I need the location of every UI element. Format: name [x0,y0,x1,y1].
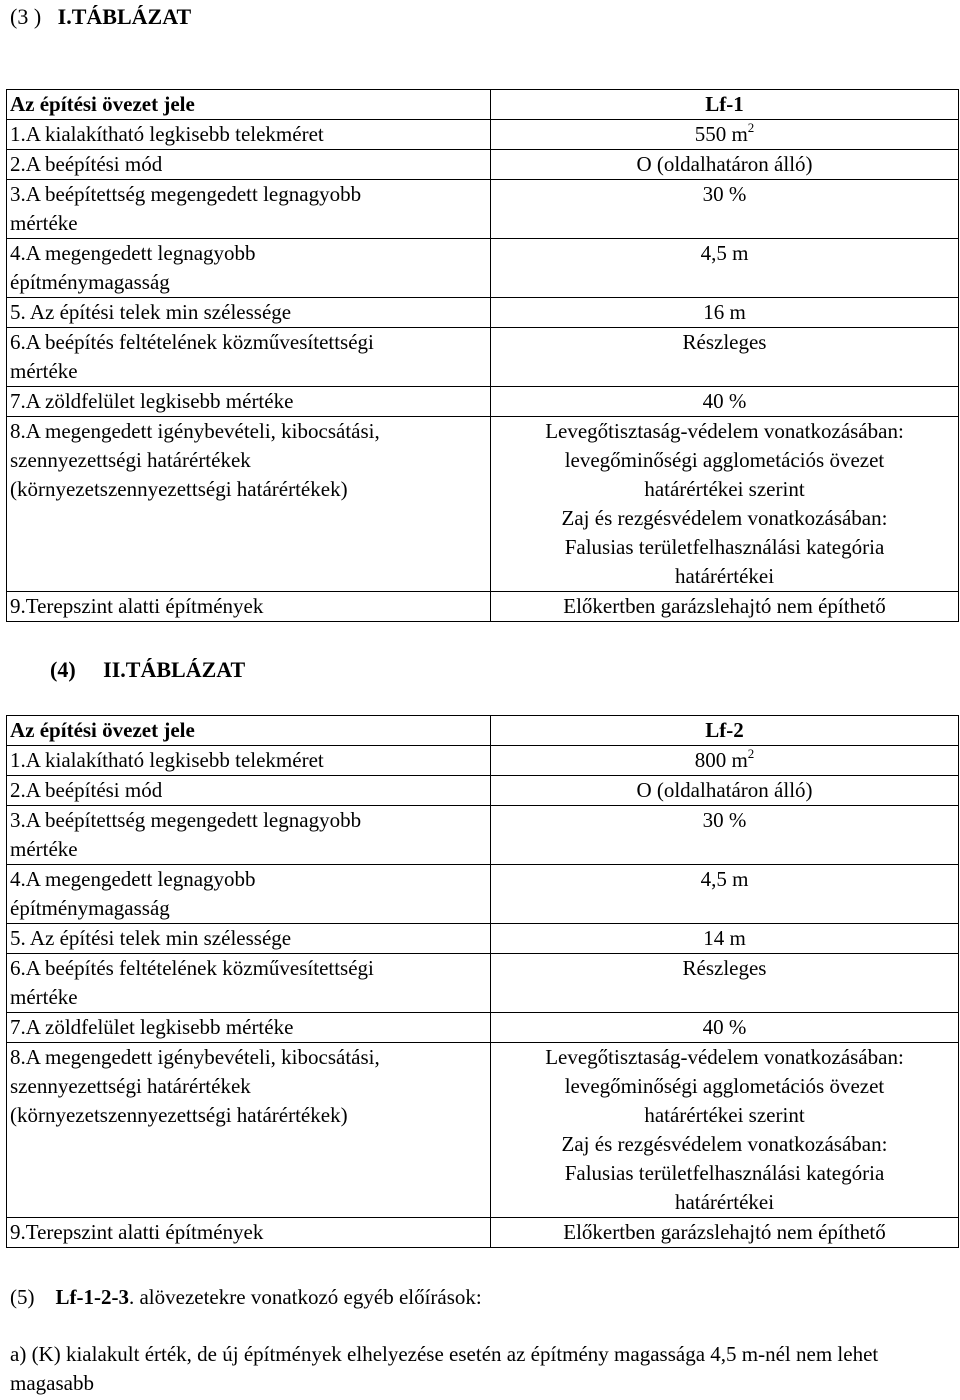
zone-table-lf2 [6,715,959,1248]
row-value-line: Zaj és rezgésvédelem vonatkozásában: [561,506,888,530]
row-value-line: Falusias területfelhasználási kategória [564,535,885,559]
section4-heading [50,656,245,684]
table-row [7,865,959,924]
table-header-row [7,90,959,120]
row-value: 16 m [491,298,959,328]
row-label: 9.Terepszint alatti építmények [7,592,491,622]
table-row [7,1218,959,1248]
row-value [491,746,959,776]
row-value-text: 800 m [694,748,748,772]
row-value: 14 m [491,924,959,954]
row-label-line: szennyezettségi határértékek [10,448,251,472]
row-label [7,328,491,387]
table-row [7,776,959,806]
row-value [491,1043,959,1218]
table-row [7,328,959,387]
row-label [7,1043,491,1218]
table-header-row [7,716,959,746]
row-label-line: 6.A beépítés feltételének közművesítettségi [10,330,374,354]
row-value: Előkertben garázslehajtó nem építhető [491,592,959,622]
table-row [7,417,959,592]
row-value-line: határértékei szerint [644,1103,805,1127]
table-row [7,1043,959,1218]
row-value-line: Falusias területfelhasználási kategória [564,1161,885,1185]
row-label [7,954,491,1013]
row-value: 4,5 m [491,865,959,924]
row-value [491,417,959,592]
row-value: O (oldalhatáron álló) [491,150,959,180]
section5-title-bold: Lf-1-2-3 [55,1285,129,1309]
row-label: 7.A zöldfelület legkisebb mértéke [7,387,491,417]
table-row [7,180,959,239]
row-label-line: mértéke [10,837,78,861]
section3-title: I.TÁBLÁZAT [57,4,192,29]
row-label: 5. Az építési telek min szélessége [7,298,491,328]
table-row [7,1013,959,1043]
section4-title: II.TÁBLÁZAT [103,657,246,682]
row-value: Részleges [491,328,959,387]
section5-heading [10,1283,955,1312]
row-label-line: 4.A megengedett legnagyobb [10,241,256,265]
row-label: 1.A kialakítható legkisebb telekméret [7,120,491,150]
row-value-line: határértékei szerint [644,477,805,501]
row-value: 30 % [491,806,959,865]
row-value-line: Levegőtisztaság-védelem vonatkozásában: [545,1045,904,1069]
row-label-line: mértéke [10,211,78,235]
row-value: 40 % [491,1013,959,1043]
row-value [491,120,959,150]
row-label: 7.A zöldfelület legkisebb mértéke [7,1013,491,1043]
table-row [7,592,959,622]
zone-table-lf1 [6,89,959,622]
table-row [7,387,959,417]
row-label-line: 4.A megengedett legnagyobb [10,867,256,891]
row-label-line: 3.A beépítettség megengedett legnagyobb [10,808,362,832]
row-value: 40 % [491,387,959,417]
section3-heading [10,3,191,31]
row-value-line: levegőminőségi agglometációs övezet [564,448,885,472]
row-value-superscript: 2 [747,746,755,761]
row-value-line: Zaj és rezgésvédelem vonatkozásában: [561,1132,888,1156]
section5-number: (5) [10,1285,35,1309]
row-label: 5. Az építési telek min szélessége [7,924,491,954]
row-value: 4,5 m [491,239,959,298]
row-value: 30 % [491,180,959,239]
row-label: 9.Terepszint alatti építmények [7,1218,491,1248]
row-value: Előkertben garázslehajtó nem építhető [491,1218,959,1248]
row-value-superscript: 2 [747,120,755,135]
row-label [7,806,491,865]
table-row [7,806,959,865]
row-value-line: Levegőtisztaság-védelem vonatkozásában: [545,419,904,443]
table-row [7,298,959,328]
table-row [7,150,959,180]
row-value: Részleges [491,954,959,1013]
row-label [7,865,491,924]
section5-title-rest: . alövezetekre vonatkozó egyéb előírások: [128,1285,482,1309]
row-label-line: szennyezettségi határértékek [10,1074,251,1098]
zone-code-value: Lf-2 [491,716,959,746]
row-label-line: 3.A beépítettség megengedett legnagyobb [10,182,362,206]
zone-code-label: Az építési övezet jele [7,90,491,120]
row-label: 2.A beépítési mód [7,776,491,806]
row-label-line: építménymagasság [10,896,170,920]
row-value-line: határértékei [674,564,775,588]
zone-code-value: Lf-1 [491,90,959,120]
section5-item-a: a) (K) kialakult érték, de új építmények elhelyezése esetén az építmény magassága 4,5 m-nél nem lehet magasabb [10,1342,879,1395]
table-row [7,924,959,954]
row-label [7,417,491,592]
row-value: O (oldalhatáron álló) [491,776,959,806]
row-value-line: határértékei [674,1190,775,1214]
table-row [7,120,959,150]
row-value-text: 550 m [694,122,748,146]
row-label-line: 6.A beépítés feltételének közművesítettségi [10,956,374,980]
row-label [7,180,491,239]
row-label: 1.A kialakítható legkisebb telekméret [7,746,491,776]
section3-number: (3 ) [10,4,42,29]
row-label-line: (környezetszennyezettségi határértékek) [10,1103,348,1127]
row-label-line: mértéke [10,359,78,383]
row-value-line: levegőminőségi agglometációs övezet [564,1074,885,1098]
table-row [7,746,959,776]
row-label-line: mértéke [10,985,78,1009]
table-row [7,239,959,298]
row-label-line: építménymagasság [10,270,170,294]
row-label: 2.A beépítési mód [7,150,491,180]
row-label-line: 8.A megengedett igénybevételi, kibocsátási, [10,1045,380,1069]
table-row [7,954,959,1013]
row-label [7,239,491,298]
row-label-line: 8.A megengedett igénybevételi, kibocsátási, [10,419,380,443]
zone-code-label: Az építési övezet jele [7,716,491,746]
row-label-line: (környezetszennyezettségi határértékek) [10,477,348,501]
section4-number: (4) [50,657,76,682]
